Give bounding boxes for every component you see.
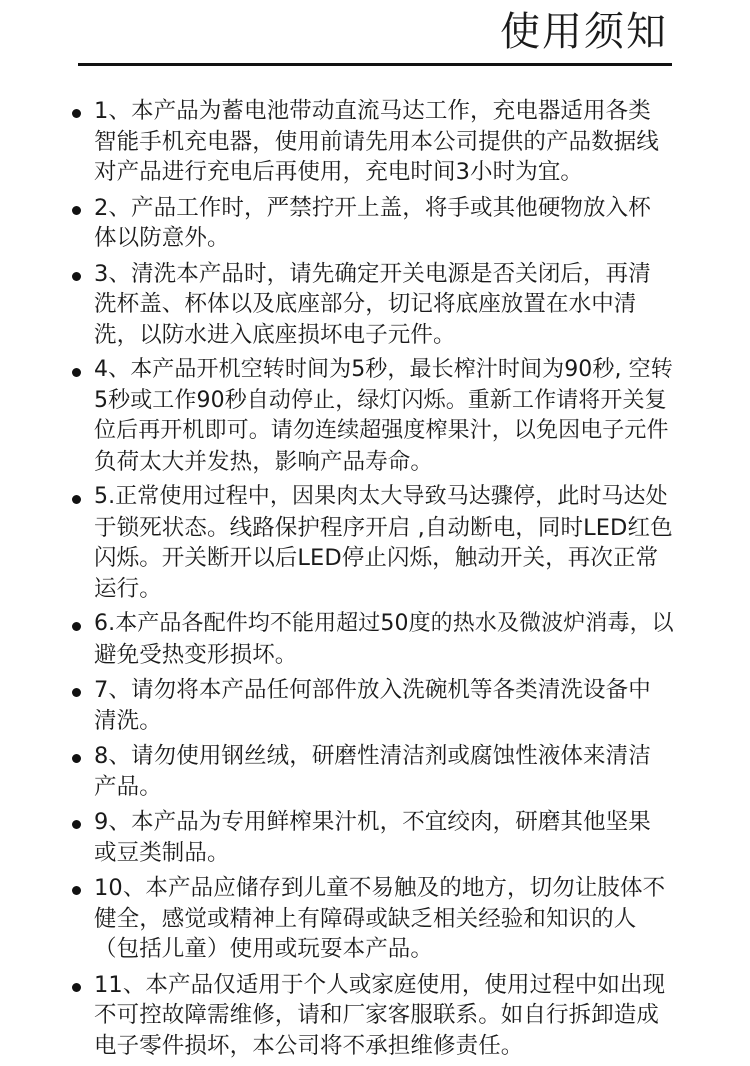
notice-text-line: 避免受热变形损坏。 [94, 641, 298, 668]
notice-text-line: 位后再开机即可。请勿连续超强度榨果汁，以免因电子元件 [94, 418, 669, 443]
notice-text-line: 清洗。 [94, 707, 162, 734]
notice-text [94, 741, 678, 802]
notice-item [68, 355, 678, 477]
notice-text-line: 对产品进行充电后再使用，充电时间3小时为宜。 [94, 159, 584, 185]
bullet-icon [72, 886, 81, 895]
notice-text-line: 1、本产品为蓄电池带动直流马达工作，充电器适用各类 [94, 98, 651, 124]
notice-text-line: 于锁死状态。线路保护程序开启 ,自动断电，同时LED红色 [94, 514, 673, 541]
bullet-icon [72, 272, 81, 281]
notice-text-line: 2、产品工作时，严禁拧开上盖，将手或其他硬物放入杯 [94, 194, 651, 221]
notice-text-line: 9、本产品为专用鲜榨果汁机，不宜绞肉，研磨其他坚果 [94, 809, 651, 835]
notice-item [68, 96, 678, 188]
notice-item [68, 675, 678, 736]
notice-text-line: （包括儿童）使用或玩耍本产品。 [94, 936, 434, 962]
notice-text-line: 11、本产品仅适用于个人或家庭使用，使用过程中如出现 [94, 971, 666, 998]
notice-text-line: 5秒或工作90秒自动停止，绿灯闪烁。重新工作请将开关复 [94, 387, 667, 413]
notice-text-line: 智能手机充电器，使用前请先用本公司提供的产品数据线 [94, 128, 660, 155]
notice-text-line: 不可控故障需维修，请和厂家客服联系。如自行拆卸造成 [94, 1002, 660, 1028]
notice-text-line: 洗杯盖、杯体以及底座部分，切记将底座放置在水中清 [94, 291, 637, 317]
bullet-icon [72, 206, 81, 215]
title-divider [78, 63, 672, 66]
bullet-icon [72, 622, 81, 631]
notice-item [68, 807, 678, 868]
notice-text [94, 193, 678, 254]
notice-text [94, 873, 678, 965]
notice-text-line: 产品。 [94, 773, 162, 800]
page-title: 使用须知 [500, 9, 668, 55]
notice-text [94, 259, 678, 351]
notice-text-line: 闪烁。开关断开以后LED停止闪烁，触动开关，再次正常 [94, 545, 659, 571]
bullet-icon [72, 688, 81, 697]
notice-item [68, 482, 678, 604]
notice-text-line: 3、清洗本产品时，请先确定开关电源是否关闭后，再清 [94, 260, 651, 287]
notice-text-line: 健全，感觉或精神上有障碍或缺乏相关经验和知识的人 [94, 905, 637, 932]
notice-text-line: 负荷太大并发热，影响产品寿命。 [94, 448, 434, 475]
notice-text-line: 5.正常使用过程中，因果肉太大导致马达骤停，此时马达处 [94, 484, 668, 509]
notice-text-line: 电子零件损坏，本公司将不承担维修责任。 [94, 1032, 524, 1059]
notice-text [94, 970, 678, 1062]
notice-item [68, 970, 678, 1062]
notice-text-line: 或豆类制品。 [94, 839, 230, 866]
notice-text [94, 609, 678, 670]
bullet-icon [72, 820, 81, 829]
notice-list [68, 96, 678, 1066]
notice-item [68, 873, 678, 965]
bullet-icon [72, 368, 81, 377]
bullet-icon [72, 109, 81, 118]
notice-item [68, 609, 678, 670]
notice-text [94, 675, 678, 736]
notice-text [94, 807, 678, 868]
notice-text-line: 4、本产品开机空转时间为5秒，最长榨汁时间为90秒, 空转 [94, 357, 673, 382]
notice-item [68, 259, 678, 351]
notice-text-line: 10、本产品应储存到儿童不易触及的地方，切勿让肢体不 [94, 875, 666, 901]
bullet-icon [72, 754, 81, 763]
notice-text [94, 482, 678, 604]
notice-text-line: 体以防意外。 [94, 225, 230, 251]
notice-text-line: 7、请勿将本产品任何部件放入洗碗机等各类清洗设备中 [94, 677, 651, 703]
header [0, 0, 750, 68]
notice-item [68, 741, 678, 802]
bullet-icon [72, 983, 81, 992]
notice-text-line: 8、请勿使用钢丝绒，研磨性清洁剂或腐蚀性液体来清洁 [94, 743, 651, 769]
notice-text-line: 6.本产品各配件均不能用超过50度的热水及微波炉消毒，以 [94, 611, 674, 636]
notice-text [94, 96, 678, 188]
notice-text-line: 运行。 [94, 575, 162, 602]
notice-text-line: 洗，以防水进入底座损坏电子元件。 [94, 321, 456, 348]
notice-item [68, 193, 678, 254]
bullet-icon [72, 495, 81, 504]
notice-text [94, 355, 678, 477]
